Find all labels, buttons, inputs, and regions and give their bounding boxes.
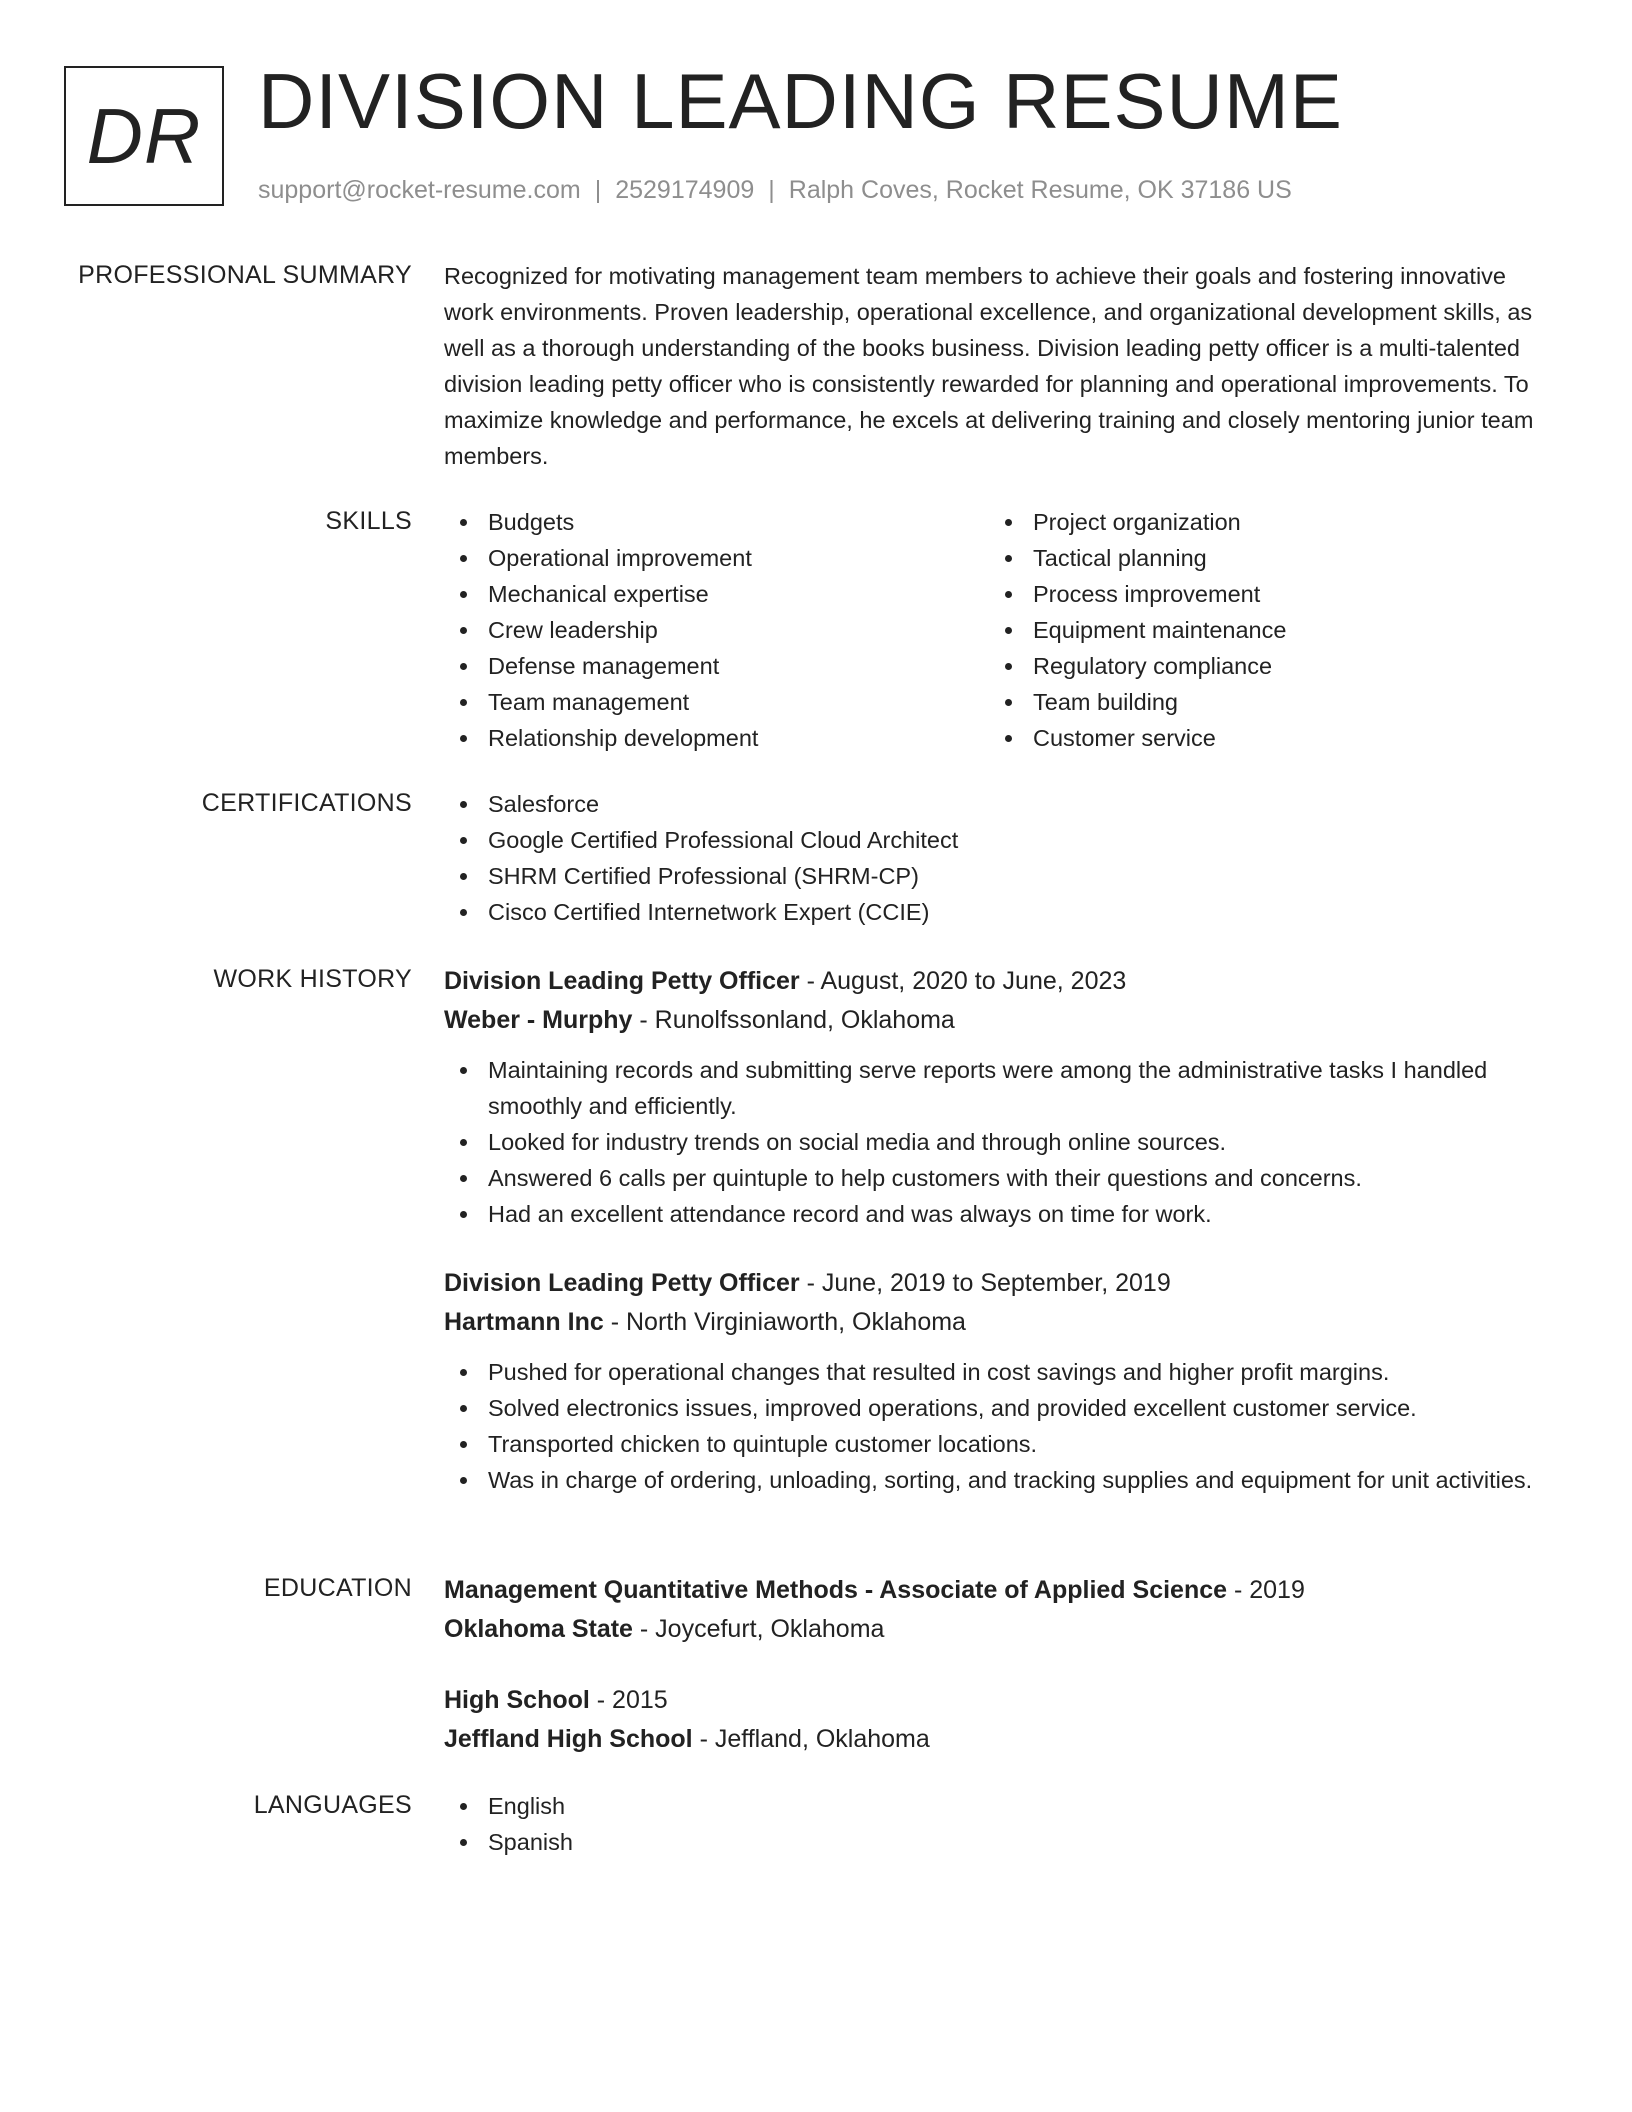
education-school-line bbox=[444, 1610, 1554, 1649]
contact-line bbox=[258, 173, 1292, 207]
contact-phone: 2529174909 bbox=[615, 176, 755, 204]
skill-item: Project organization bbox=[989, 504, 1534, 540]
skills-list-left bbox=[444, 504, 989, 756]
job-bullets bbox=[444, 1052, 1554, 1232]
education-school-line bbox=[444, 1720, 1554, 1759]
skills-column-left bbox=[444, 504, 989, 756]
skill-item: Regulatory compliance bbox=[989, 648, 1534, 684]
education-body bbox=[444, 1571, 1554, 1759]
education-degree-line bbox=[444, 1571, 1554, 1610]
certification-item: SHRM Certified Professional (SHRM-CP) bbox=[444, 858, 1554, 894]
skills-grid bbox=[444, 504, 1554, 756]
language-item: English bbox=[444, 1788, 1554, 1824]
job-entry bbox=[444, 962, 1554, 1232]
certifications-list bbox=[444, 786, 1554, 930]
education-year: - 2019 bbox=[1227, 1576, 1305, 1604]
education-heading: EDUCATION bbox=[263, 1574, 412, 1602]
job-bullet-item: Solved electronics issues, improved operations, and provided excellent customer service. bbox=[444, 1390, 1554, 1426]
skill-item: Customer service bbox=[989, 720, 1534, 756]
certification-item: Google Certified Professional Cloud Architect bbox=[444, 822, 1554, 858]
skill-item: Team building bbox=[989, 684, 1534, 720]
skills-column-right bbox=[989, 504, 1534, 756]
skill-item: Operational improvement bbox=[444, 540, 989, 576]
skill-item: Equipment maintenance bbox=[989, 612, 1534, 648]
contact-separator: | bbox=[594, 176, 602, 204]
job-bullet-item: Had an excellent attendance record and was always on time for work. bbox=[444, 1196, 1554, 1232]
resume-title: DIVISION LEADING RESUME bbox=[258, 57, 1343, 145]
certifications-body bbox=[444, 786, 1554, 930]
skill-item: Tactical planning bbox=[989, 540, 1534, 576]
job-title-line bbox=[444, 1264, 1554, 1303]
skill-item: Relationship development bbox=[444, 720, 989, 756]
certifications-heading: CERTIFICATIONS bbox=[201, 789, 412, 817]
job-location: - North Virginiaworth, Oklahoma bbox=[603, 1308, 966, 1336]
contact-separator: | bbox=[768, 176, 775, 204]
skill-item: Budgets bbox=[444, 504, 989, 540]
education-entry bbox=[444, 1571, 1554, 1649]
job-bullet-item: Maintaining records and submitting serve reports were among the administrative tasks I handled smoothly and efficiently. bbox=[444, 1052, 1554, 1124]
skill-item: Crew leadership bbox=[444, 612, 989, 648]
job-bullet-item: Was in charge of ordering, unloading, sorting, and tracking supplies and equipment for unit activities. bbox=[444, 1462, 1554, 1498]
education-entry bbox=[444, 1681, 1554, 1759]
job-dates: - August, 2020 to June, 2023 bbox=[799, 967, 1127, 995]
languages-heading: LANGUAGES bbox=[253, 1791, 412, 1819]
languages-body bbox=[444, 1788, 1554, 1860]
summary-body bbox=[444, 258, 1554, 474]
contact-email: support@rocket-resume.com bbox=[258, 176, 581, 204]
contact-address: Ralph Coves, Rocket Resume, OK 37186 US bbox=[788, 176, 1292, 204]
job-company-line bbox=[444, 1001, 1554, 1040]
education-degree-line bbox=[444, 1681, 1554, 1720]
job-entry bbox=[444, 1264, 1554, 1498]
certification-item: Salesforce bbox=[444, 786, 1554, 822]
skill-item: Defense management bbox=[444, 648, 989, 684]
job-company-line bbox=[444, 1303, 1554, 1342]
job-company: Weber - Murphy bbox=[444, 1006, 633, 1034]
skills-list-right bbox=[989, 504, 1534, 756]
skills-body bbox=[444, 504, 1554, 756]
education-year: - 2015 bbox=[589, 1686, 668, 1714]
education-location: - Joycefurt, Oklahoma bbox=[632, 1615, 885, 1643]
job-title-line bbox=[444, 962, 1554, 1001]
job-bullet-item: Looked for industry trends on social media and through online sources. bbox=[444, 1124, 1554, 1160]
education-school: Jeffland High School bbox=[444, 1725, 693, 1753]
skill-item: Mechanical expertise bbox=[444, 576, 989, 612]
education-degree: Management Quantitative Methods - Associate of Applied Science bbox=[444, 1576, 1228, 1604]
job-dates: - June, 2019 to September, 2019 bbox=[799, 1269, 1171, 1297]
education-location: - Jeffland, Oklahoma bbox=[692, 1725, 930, 1753]
summary-heading: PROFESSIONAL SUMMARY bbox=[78, 261, 412, 289]
job-bullet-item: Transported chicken to quintuple customer locations. bbox=[444, 1426, 1554, 1462]
job-location: - Runolfssonland, Oklahoma bbox=[632, 1006, 955, 1034]
work-history-heading: WORK HISTORY bbox=[213, 965, 412, 993]
job-role: Division Leading Petty Officer bbox=[444, 1269, 800, 1297]
languages-list bbox=[444, 1788, 1554, 1860]
work-history-body bbox=[444, 962, 1554, 1498]
monogram-logo: DR bbox=[64, 66, 224, 206]
skill-item: Process improvement bbox=[989, 576, 1534, 612]
education-degree: High School bbox=[444, 1686, 590, 1714]
job-bullets bbox=[444, 1354, 1554, 1498]
skills-heading: SKILLS bbox=[325, 507, 412, 535]
job-company: Hartmann Inc bbox=[444, 1308, 604, 1336]
summary-text: Recognized for motivating management team members to achieve their goals and fostering innovative work environments. Proven leadership, operational excellence, and organizational development skills, as well as a thorough understanding of the books business. Division leading petty officer is a multi-talented division leading petty officer who is consistently rewarded for planning and operational improvements. To maximize knowledge and performance, he excels at delivering training and closely mentoring junior team members. bbox=[444, 263, 1534, 469]
job-bullet-item: Pushed for operational changes that resulted in cost savings and higher profit margins. bbox=[444, 1354, 1554, 1390]
job-bullet-item: Answered 6 calls per quintuple to help customers with their questions and concerns. bbox=[444, 1160, 1554, 1196]
language-item: Spanish bbox=[444, 1824, 1554, 1860]
certification-item: Cisco Certified Internetwork Expert (CCIE) bbox=[444, 894, 1554, 930]
education-school: Oklahoma State bbox=[444, 1615, 633, 1643]
job-role: Division Leading Petty Officer bbox=[444, 967, 800, 995]
skill-item: Team management bbox=[444, 684, 989, 720]
